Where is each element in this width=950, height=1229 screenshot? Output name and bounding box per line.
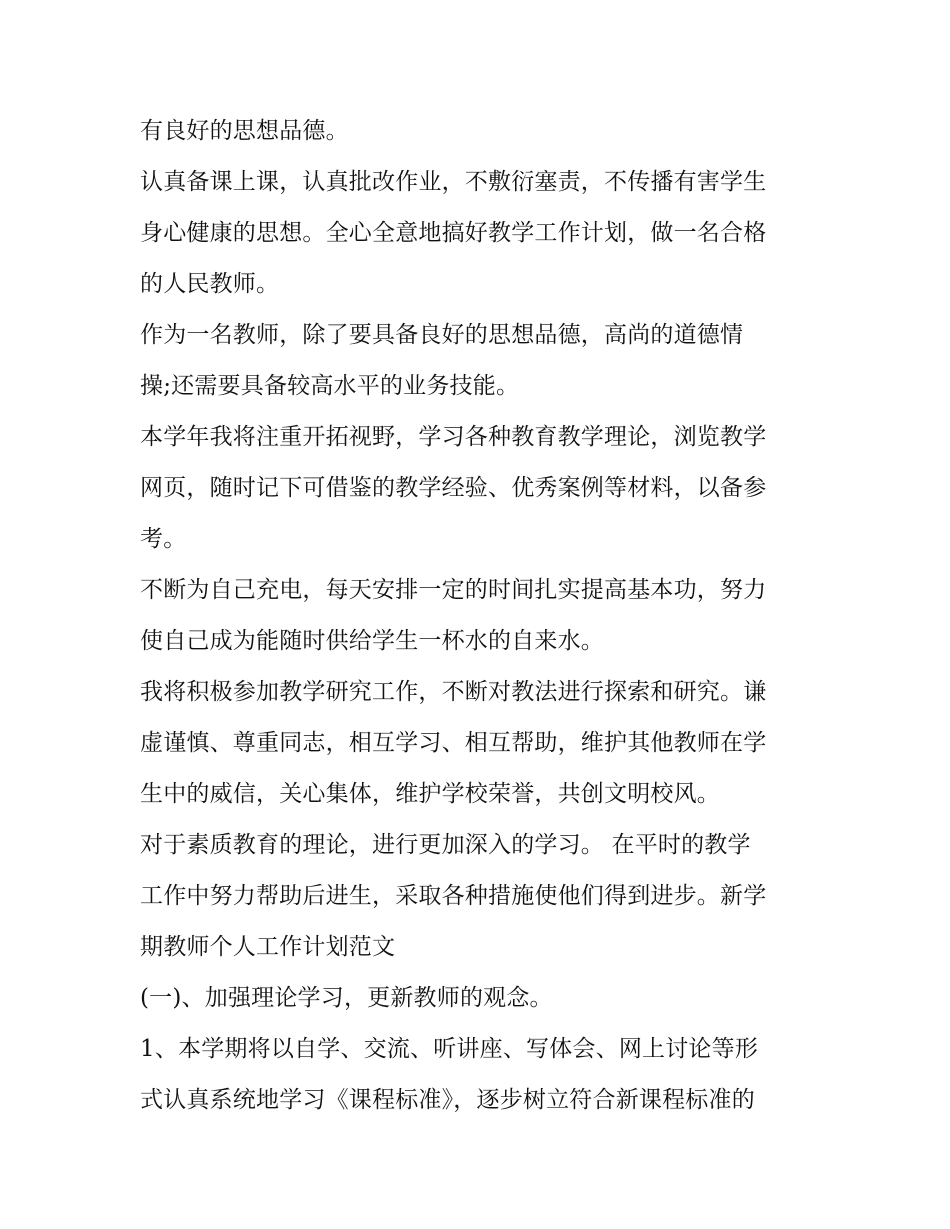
text-line: 对于素质教育的理论，进行更加深入的学习。 在平时的教学 — [140, 832, 751, 858]
text-line: 有良好的思想品德。 — [140, 118, 349, 144]
document-body — [140, 106, 820, 1126]
text-line: 式认真系统地学习《课程标准》，逐步树立符合新课程标准的 — [140, 1087, 755, 1113]
text-line: 1、本学期将以自学、交流、听讲座、写体会、网上讨论等形 — [140, 1036, 759, 1062]
text-line: 网页，随时记下可借鉴的教学经验、优秀案例等材料，以备参 — [140, 475, 767, 501]
text-line: 虚谨慎、尊重同志，相互学习、相互帮助，维护其他教师在学 — [140, 730, 767, 756]
text-line: 的人民教师。 — [140, 271, 280, 297]
text-line: 操;还需要具备较高水平的业务技能。 — [140, 373, 520, 399]
text-line: 认真备课上课，认真批改作业，不敷衍塞责，不传播有害学生 — [140, 169, 767, 195]
text-line: 期教师个人工作计划范文 — [140, 934, 396, 960]
text-line: 工作中努力帮助后进生，采取各种措施使他们得到进步。新学 — [140, 883, 767, 909]
text-line: 身心健康的思想。全心全意地搞好教学工作计划，做一名合格 — [140, 220, 767, 246]
text-line: 作为一名教师，除了要具备良好的思想品德，高尚的道德情 — [140, 322, 744, 348]
text-line: 使自己成为能随时供给学生一杯水的自来水。 — [140, 628, 604, 654]
text-line: 考。 — [140, 526, 187, 552]
text-line: 本学年我将注重开拓视野，学习各种教育教学理论，浏览教学 — [140, 424, 767, 450]
text-line: 生中的威信，关心集体，维护学校荣誉，共创文明校风。 — [140, 781, 720, 807]
text-line: (一)、加强理论学习，更新教师的观念。 — [140, 985, 553, 1011]
text-line: 我将积极参加教学研究工作，不断对教法进行探索和研究。谦 — [140, 679, 767, 705]
text-line: 不断为自己充电，每天安排一定的时间扎实提高基本功，努力 — [140, 577, 767, 603]
